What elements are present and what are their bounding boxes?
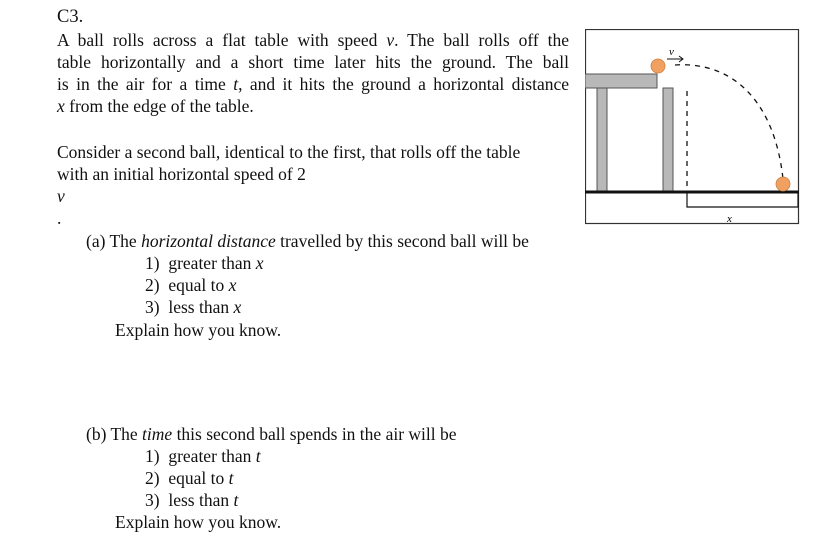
- velocity-label: v: [669, 46, 674, 58]
- second-ball-line-1: Consider a second ball, identical to the first, that rolls off the table: [57, 142, 521, 162]
- part-b-option-1: 1) greater than t: [145, 446, 261, 466]
- part-b-option-2: 2) equal to t: [145, 468, 234, 488]
- diagram-frame: [586, 30, 799, 224]
- part-a-prompt: (a) The horizontal distance travelled by this second ball will be: [86, 231, 529, 251]
- table-diagram: [585, 29, 801, 225]
- problem-number: C3.: [57, 7, 84, 27]
- part-a-option-1: 1) greater than x: [145, 253, 264, 273]
- table-leg-right: [663, 88, 673, 192]
- intro-line-3: is in the air for a time t, and it hits the ground a horizontal distance: [57, 74, 569, 94]
- distance-label: x: [727, 213, 732, 225]
- part-b-explain: Explain how you know.: [115, 512, 282, 532]
- problem-intro: [57, 29, 569, 117]
- table-top: [585, 74, 657, 88]
- intro-line-1: A ball rolls across a flat table with speed v. The ball rolls off the: [57, 30, 569, 50]
- intro-line-2: table horizontally and a short time later hits the ground. The ball: [57, 52, 569, 72]
- table-leg-left: [597, 88, 607, 192]
- part-a-option-2: 2) equal to x: [145, 275, 237, 295]
- second-ball-line-2: with an initial horizontal speed of 2 v .: [57, 164, 306, 228]
- part-a-explain: Explain how you know.: [115, 320, 282, 340]
- part-b-prompt: (b) The time this second ball spends in the air will be: [86, 424, 457, 444]
- ball-at-edge: [651, 59, 665, 73]
- part-a-option-3: 3) less than x: [145, 297, 242, 317]
- ball-on-ground: [776, 177, 790, 191]
- part-b-option-3: 3) less than t: [145, 490, 239, 510]
- second-ball-paragraph: [57, 141, 577, 229]
- intro-line-4: x from the edge of the table.: [57, 96, 254, 116]
